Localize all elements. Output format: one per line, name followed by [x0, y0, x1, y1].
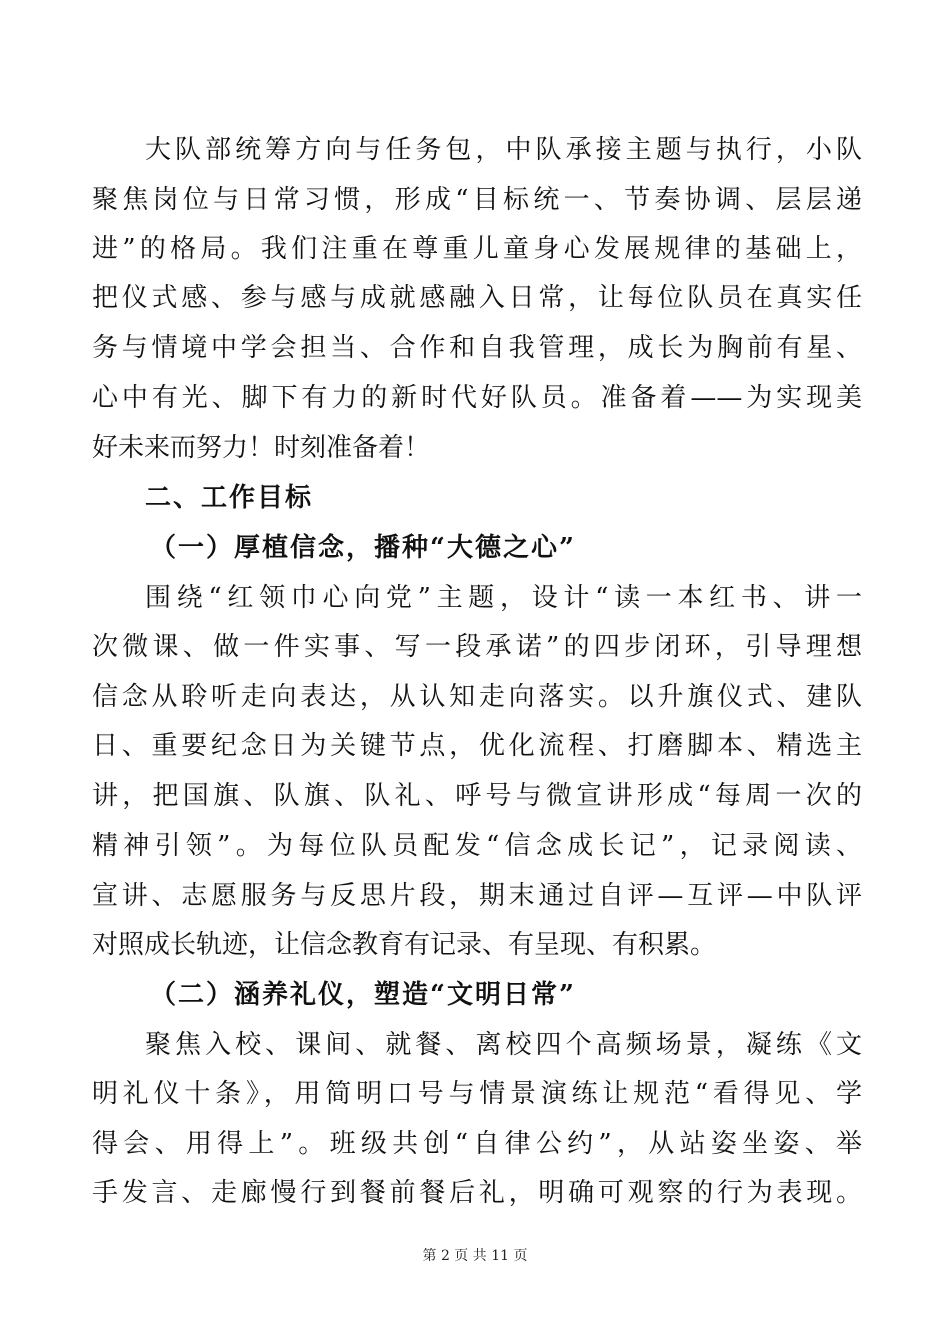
section-heading: 二、工作目标 — [145, 483, 314, 513]
paragraph-line: 次微课、做一件实事、写一段承诺”的四步闭环，引导理想 — [92, 632, 862, 662]
paragraph-line: 对照成长轨迹，让信念教育有记录、有呈现、有积累。 — [92, 930, 717, 960]
paragraph-line: 日、重要纪念日为关键节点，优化流程、打磨脚本、精选主 — [92, 731, 862, 761]
paragraph-line: 讲，把国旗、队旗、队礼、呼号与微宣讲形成“每周一次的 — [92, 781, 862, 811]
paragraph-line: 大队部统筹方向与任务包，中队承接主题与执行，小队 — [145, 135, 862, 165]
paragraph-line: 聚焦岗位与日常习惯，形成“目标统一、节奏协调、层层递 — [92, 185, 862, 215]
paragraph-line: 好未来而努力！时刻准备着！ — [92, 433, 431, 463]
paragraph-line: 务与情境中学会担当、合作和自我管理，成长为胸前有星、 — [92, 333, 862, 363]
paragraph-line: 手发言、走廊慢行到餐前餐后礼，明确可观察的行为表现。 — [92, 1178, 862, 1208]
page-number-footer: 第 2 页 共 11 页 — [422, 1248, 528, 1264]
paragraph-line: 宣讲、志愿服务与反思片段，期末通过自评—互评—中队评 — [92, 881, 862, 911]
paragraph-line: 明礼仪十条》，用简明口号与情景演练让规范“看得见、学 — [92, 1079, 862, 1109]
paragraph-line: 得会、用得上”。班级共创“自律公约”，从站姿坐姿、举 — [92, 1129, 862, 1159]
paragraph-line: 精神引领”。为每位队员配发“信念成长记”，记录阅读、 — [92, 831, 862, 861]
sub-heading: （一）厚植信念，播种“大德之心” — [150, 533, 576, 563]
paragraph-line: 把仪式感、参与感与成就感融入日常，让每位队员在真实任 — [92, 283, 862, 313]
paragraph-line: 聚焦入校、课间、就餐、离校四个高频场景，凝练《文 — [145, 1030, 862, 1060]
sub-heading: （二）涵养礼仪，塑造“文明日常” — [150, 980, 576, 1010]
paragraph-line: 进”的格局。我们注重在尊重儿童身心发展规律的基础上， — [92, 234, 862, 264]
paragraph-line: 信念从聆听走向表达，从认知走向落实。以升旗仪式、建队 — [92, 682, 862, 712]
paragraph-line: 心中有光、脚下有力的新时代好队员。准备着——为实现美 — [92, 383, 862, 413]
paragraph-line: 围绕“红领巾心向党”主题，设计“读一本红书、讲一 — [145, 583, 862, 613]
